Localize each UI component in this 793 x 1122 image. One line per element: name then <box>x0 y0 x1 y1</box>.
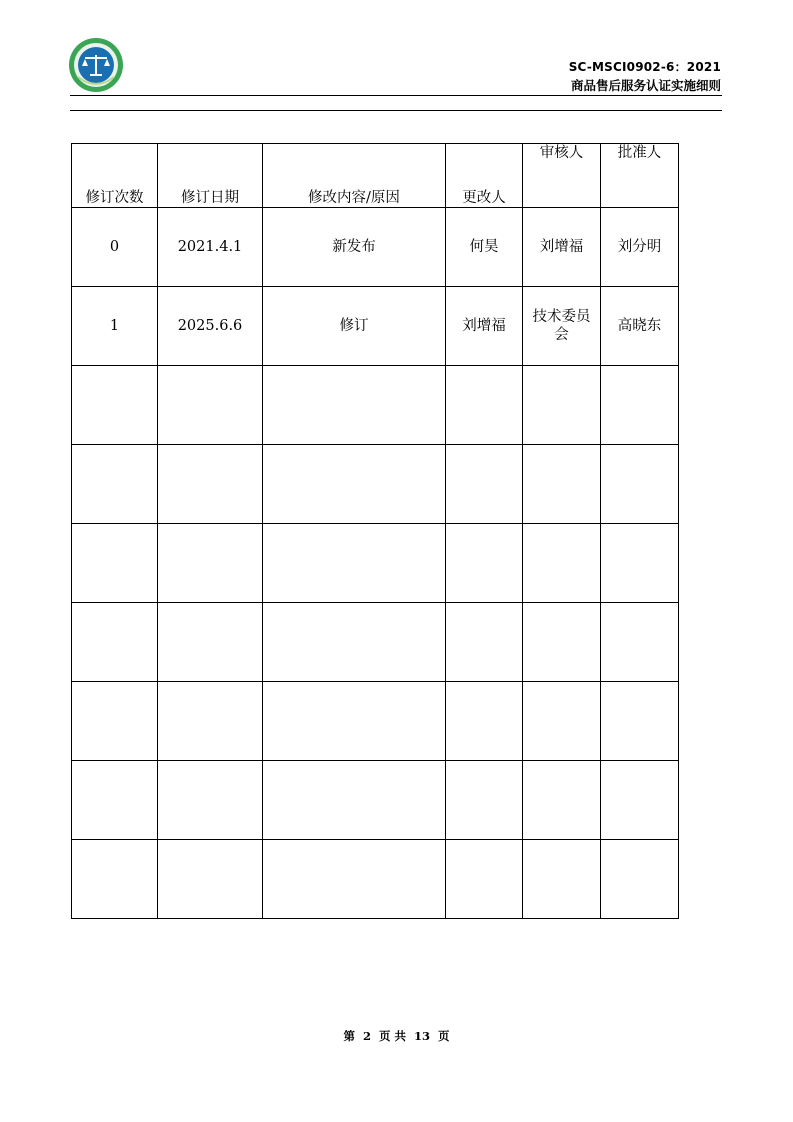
footer-middle: 页 共 <box>378 1029 406 1043</box>
cell-change-content: 新发布 <box>263 208 446 287</box>
cell-reviewer <box>523 840 601 919</box>
cell-revision-date: 2025.6.6 <box>158 287 263 366</box>
cell-approver <box>601 840 679 919</box>
header-rule-bottom <box>70 110 722 111</box>
cell-revision-number <box>72 445 158 524</box>
header-change-content: 修改内容/原因 <box>263 144 446 208</box>
cell-approver <box>601 366 679 445</box>
cell-revision-date <box>158 840 263 919</box>
cell-reviewer <box>523 524 601 603</box>
cell-revision-date <box>158 761 263 840</box>
cell-revision-date <box>158 682 263 761</box>
cell-change-content <box>263 682 446 761</box>
footer-page-number: 2 <box>362 1029 371 1043</box>
cell-approver <box>601 524 679 603</box>
footer-prefix: 第 <box>343 1029 355 1043</box>
cell-revision-date <box>158 524 263 603</box>
cell-change-content <box>263 524 446 603</box>
revision-history-table <box>71 143 679 919</box>
cell-change-content <box>263 761 446 840</box>
cell-modifier <box>446 445 523 524</box>
footer-total-pages: 13 <box>414 1029 431 1043</box>
table-row <box>72 603 679 682</box>
table-row <box>72 761 679 840</box>
header-reviewer: 审核人 <box>523 144 601 208</box>
cell-modifier <box>446 603 523 682</box>
cell-revision-number <box>72 840 158 919</box>
document-title: 商品售后服务认证实施细则 <box>570 78 721 93</box>
table-row <box>72 208 679 287</box>
cell-change-content <box>263 445 446 524</box>
cell-revision-date <box>158 603 263 682</box>
header-revision-number: 修订次数 <box>72 144 158 208</box>
table-row <box>72 682 679 761</box>
footer-suffix: 页 <box>438 1029 450 1043</box>
cell-reviewer: 技术委员会 <box>523 287 601 366</box>
cell-reviewer <box>523 603 601 682</box>
cell-revision-date <box>158 366 263 445</box>
cell-modifier: 刘增福 <box>446 287 523 366</box>
header-rule-top <box>70 95 722 96</box>
table-row <box>72 287 679 366</box>
cell-approver: 高晓东 <box>601 287 679 366</box>
cell-approver <box>601 445 679 524</box>
header-modifier: 更改人 <box>446 144 523 208</box>
cell-reviewer <box>523 761 601 840</box>
cell-modifier <box>446 840 523 919</box>
table-row <box>72 840 679 919</box>
cell-revision-number <box>72 682 158 761</box>
cell-revision-number: 1 <box>72 287 158 366</box>
page-number-footer <box>0 1028 793 1044</box>
cell-approver <box>601 682 679 761</box>
cell-change-content <box>263 840 446 919</box>
cell-approver <box>601 761 679 840</box>
cell-modifier <box>446 682 523 761</box>
cell-modifier: 何昊 <box>446 208 523 287</box>
header-approver: 批准人 <box>601 144 679 208</box>
cell-reviewer <box>523 682 601 761</box>
cell-revision-number <box>72 524 158 603</box>
cell-revision-date: 2021.4.1 <box>158 208 263 287</box>
cell-revision-number: 0 <box>72 208 158 287</box>
cell-revision-number <box>72 366 158 445</box>
cell-change-content <box>263 603 446 682</box>
header-revision-date: 修订日期 <box>158 144 263 208</box>
table-row <box>72 445 679 524</box>
cell-revision-date <box>158 445 263 524</box>
document-code: SC-MSCI0902-6：2021 <box>568 60 721 74</box>
cell-modifier <box>446 761 523 840</box>
cell-change-content <box>263 366 446 445</box>
table-row <box>72 524 679 603</box>
cell-reviewer <box>523 366 601 445</box>
cell-revision-number <box>72 761 158 840</box>
cell-approver <box>601 603 679 682</box>
cell-approver: 刘分明 <box>601 208 679 287</box>
table-header-row <box>72 144 679 208</box>
table-row <box>72 366 679 445</box>
cell-change-content: 修订 <box>263 287 446 366</box>
cell-revision-number <box>72 603 158 682</box>
cell-reviewer: 刘增福 <box>523 208 601 287</box>
cell-modifier <box>446 524 523 603</box>
cell-reviewer <box>523 445 601 524</box>
cell-modifier <box>446 366 523 445</box>
scales-of-justice-seal-icon <box>68 37 124 93</box>
